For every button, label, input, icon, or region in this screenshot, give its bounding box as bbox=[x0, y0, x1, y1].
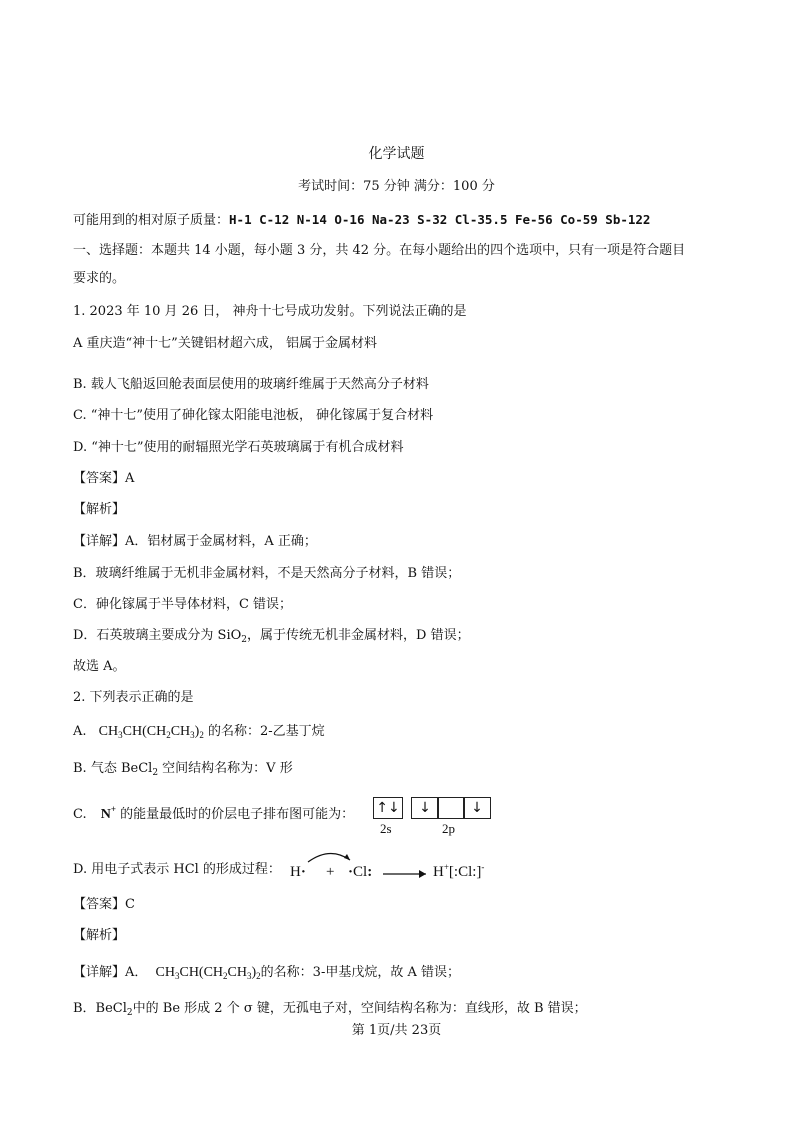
page-title: 化学试题 bbox=[368, 146, 425, 162]
q2-option-d bbox=[73, 861, 281, 879]
section-heading-cont: 要求的。 bbox=[73, 271, 126, 286]
q2-c-label: C. bbox=[73, 807, 87, 822]
q1-option-a: A 重庆造“神十七”关键铝材超六成， 铝属于金属材料 bbox=[73, 336, 377, 351]
q1-detail-b: B．玻璃纤维属于无机非金属材料，不是天然高分子材料，B 错误； bbox=[73, 566, 461, 581]
orbital-box-2p-3: ↓ bbox=[463, 797, 491, 819]
q2-detail-a-text: 的名称：3-甲基戊烷，故 A 错误； bbox=[260, 965, 460, 980]
q2-analysis: 【解析】 bbox=[73, 928, 126, 943]
orbital-box-2p-1: ↓ bbox=[411, 797, 439, 819]
electron-formation bbox=[290, 848, 505, 888]
q1-answer: 【答案】A bbox=[73, 471, 135, 486]
q1-detail-d-text: D．石英玻璃主要成分为 SiO bbox=[73, 628, 242, 643]
q1-detail-d-sub: 2 bbox=[241, 635, 248, 645]
q1-option-d: D. “神十七”使用的耐辐照光学石英玻璃属于有机合成材料 bbox=[73, 440, 404, 455]
q2-option-b bbox=[73, 760, 293, 778]
h-atom: H· bbox=[290, 864, 306, 880]
atomic-masses bbox=[73, 211, 650, 230]
q2-a-formula: $CH_3CH(CH_2CH_3)_2$ bbox=[98, 724, 204, 740]
q1-detail-d-text2: ，属于传统无机非金属材料，D 错误； bbox=[247, 628, 470, 643]
q2-a-text: 的名称：2-乙基丁烷 bbox=[207, 724, 325, 739]
cl-atom: ·Cl: bbox=[348, 864, 373, 880]
q1-detail-c: C．砷化镓属于半导体材料，C 错误； bbox=[73, 597, 293, 612]
orbital-label-2s: 2s bbox=[380, 821, 392, 836]
q1-stem: 1. 2023 年 10 月 26 日， 神舟十七号成功发射。下列说法正确的是 bbox=[73, 304, 467, 319]
q2-a-label: A. bbox=[73, 724, 87, 739]
q2-detail-a-pre: 【详解】A． bbox=[73, 965, 148, 980]
q2-stem: 2. 下列表示正确的是 bbox=[73, 690, 194, 705]
q2-b-sub: 2 bbox=[152, 768, 159, 778]
q2-b-text: B. 气态 BeCl bbox=[73, 761, 153, 776]
q2-detail-b-sub: 2 bbox=[126, 1008, 133, 1018]
q2-answer: 【答案】C bbox=[73, 897, 135, 912]
plus-sign: + bbox=[326, 864, 335, 880]
q2-detail-b bbox=[73, 1000, 587, 1018]
q2-c-ion: N+ bbox=[100, 804, 117, 822]
orbital-box-2s: ↑↓ bbox=[373, 797, 403, 819]
q2-b-text2: 空间结构名称为：V 形 bbox=[158, 761, 293, 776]
q2-d-text: D. 用电子式表示 HCl 的形成过程： bbox=[73, 862, 281, 877]
hcl-product: H+[:Cl:]- bbox=[433, 862, 485, 880]
q1-conclusion: 故选 A。 bbox=[73, 659, 126, 674]
q1-detail-a: 【详解】A．铝材属于金属材料，A 正确； bbox=[73, 534, 317, 549]
q2-detail-b-pre: B．BeCl bbox=[73, 1001, 127, 1016]
q2-detail-b-text: 中的 Be 形成 2 个 σ 键，无孤电子对，空间结构名称为：直线形，故 B 错误； bbox=[132, 1001, 587, 1016]
q2-detail-a-formula: $CH_3CH(CH_2CH_3)_2$ bbox=[155, 965, 261, 981]
q1-option-c: C. “神十七”使用了砷化镓太阳能电池板， 砷化镓属于复合材料 bbox=[73, 408, 434, 423]
orbital-label-2p: 2p bbox=[442, 821, 455, 836]
q1-option-b: B. 载人飞船返回舱表面层使用的玻璃纤维属于天然高分子材料 bbox=[73, 377, 429, 392]
q2-option-c bbox=[73, 806, 354, 824]
q1-detail-d bbox=[73, 627, 470, 645]
orbital-diagram bbox=[373, 797, 493, 841]
q2-c-text: 的能量最低时的价层电子排布图可能为： bbox=[120, 807, 355, 822]
orbital-box-2p-2 bbox=[437, 797, 465, 819]
q1-analysis: 【解析】 bbox=[73, 502, 126, 517]
q2-option-a bbox=[73, 723, 325, 741]
section-heading: 一、选择题：本题共 14 小题，每小题 3 分，共 42 分。在每小题给出的四个选项中，只有一项是符合题目 bbox=[73, 243, 686, 258]
atomic-masses-values: H-1 C-12 N-14 O-16 Na-23 S-32 Cl-35.5 Fe-56 Co-59 Sb-122 bbox=[229, 212, 651, 227]
page-footer: 第 1页/共 23页 bbox=[351, 1023, 442, 1038]
exam-info: 考试时间：75 分钟 满分：100 分 bbox=[298, 179, 495, 194]
atomic-masses-label: 可能用到的相对原子质量： bbox=[73, 213, 230, 228]
q2-detail-a bbox=[73, 964, 460, 982]
